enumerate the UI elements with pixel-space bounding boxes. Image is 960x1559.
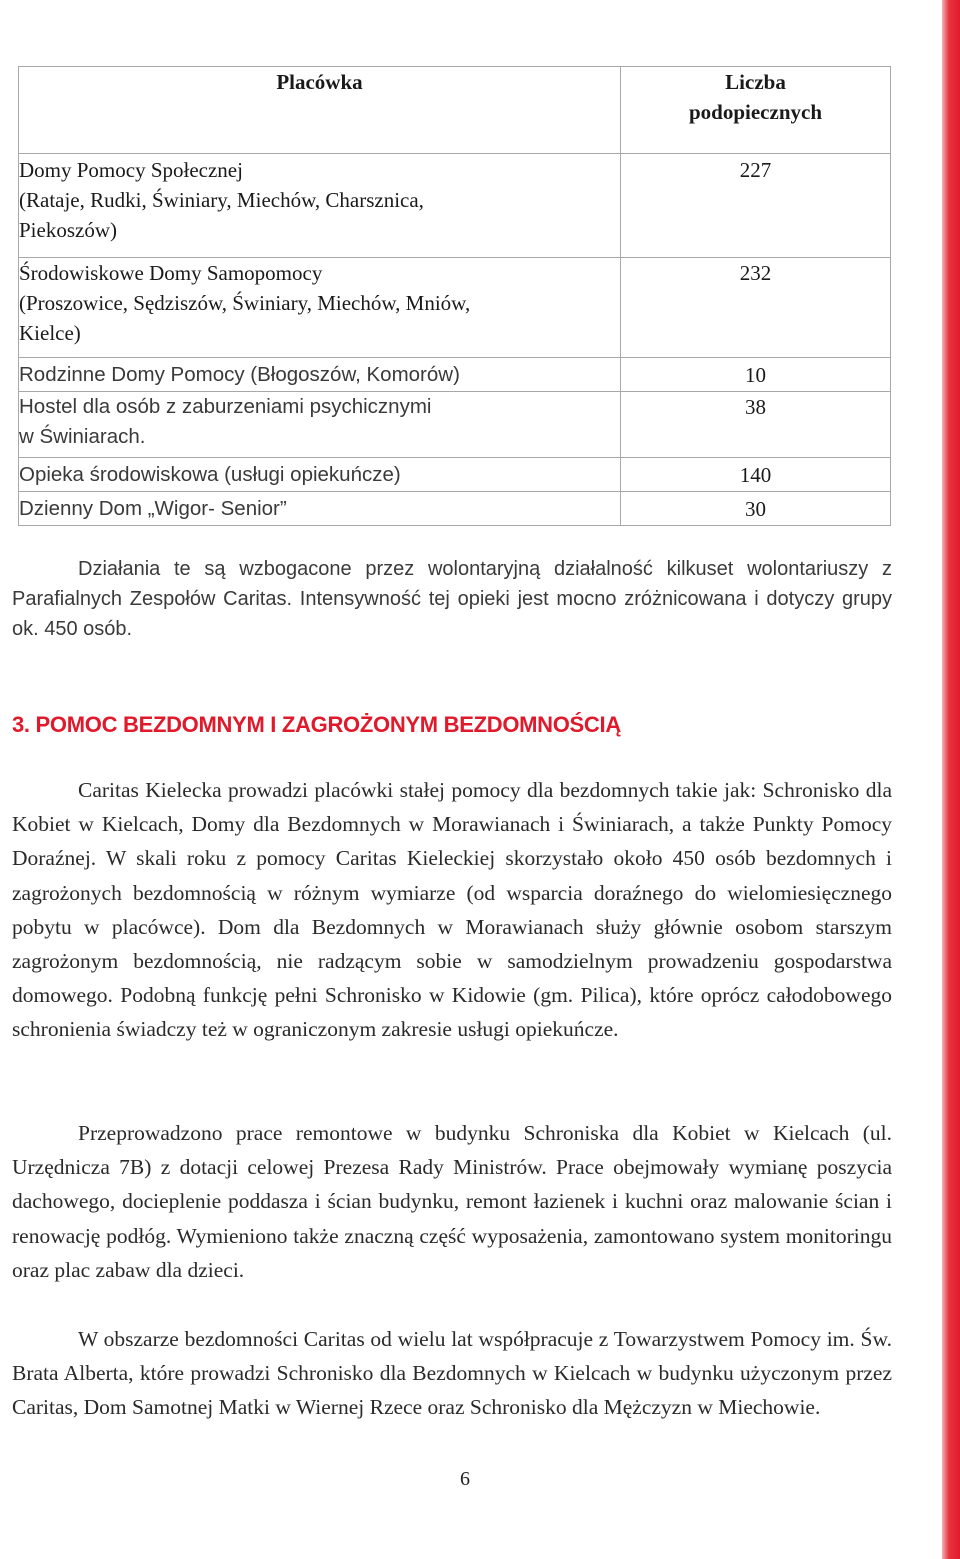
header-count: Liczba podopiecznych bbox=[621, 67, 891, 154]
table-row bbox=[19, 458, 891, 492]
facility-count: 227 bbox=[621, 154, 891, 258]
page-number: 6 bbox=[460, 1468, 470, 1490]
section-heading: 3. POMOC BEZDOMNYM I ZAGROŻONYM BEZDOMNOŚCIĄ bbox=[12, 712, 621, 737]
facility-name: Dzienny Dom „Wigor- Senior” bbox=[19, 492, 621, 526]
table-header-row bbox=[19, 67, 891, 154]
body-paragraph: Caritas Kielecka prowadzi placówki stałej pomocy dla bezdomnych takie jak: Schronisko dla Kobiet w Kielcach, Domy dla Bezdomnych w Morawianach i Świniarach, a także Punkty Pomocy Doraźnej. W skali roku z pomocy Caritas Kieleckiej skorzystało około 450 osób bezdomnych i zagrożonych bezdomnością w różnym wymiarze (od wsparcia doraźnego do wielomiesięcznego pobytu w placówce). Dom dla Bezdomnych w Morawianach służy głównie osobom starszym zagrożonym bezdomnością, nie radzącym sobie w samodzielnym prowadzeniu gospodarstwa domowego. Podobną funkcję pełni Schronisko w Kidowie (gm. Pilica), które oprócz całodobowego schronienia świadczy też w ograniczonym zakresie usługi opiekuńcze. bbox=[12, 778, 892, 1042]
facility-name: Domy Pomocy Społecznej (Rataje, Rudki, Świniary, Miechów, Charsznica, Piekoszów) bbox=[19, 154, 621, 258]
table-row bbox=[19, 258, 891, 358]
intro-paragraph: Działania te są wzbogacone przez wolontaryjną działalność kilkuset wolontariuszy z Parafialnych Zespołów Caritas. Intensywność tej opieki jest mocno zróżnicowana i dotyczy grupy ok. 450 osób. bbox=[12, 558, 892, 640]
table-row bbox=[19, 358, 891, 392]
facility-count: 38 bbox=[621, 392, 891, 458]
facility-name: Rodzinne Domy Pomocy (Błogoszów, Komorów) bbox=[19, 358, 621, 392]
facility-count: 140 bbox=[621, 458, 891, 492]
facilities-table bbox=[18, 66, 891, 526]
body-paragraph: W obszarze bezdomności Caritas od wielu lat współpracuje z Towarzystwem Pomocy im. Św. Brata Alberta, które prowadzi Schronisko dla Bezdomnych w Kielcach w budynku użyczonym przez Caritas, Dom Samotnej Matki w Wiernej Rzece oraz Schronisko dla Mężczyzn w Miechowie. bbox=[12, 1327, 892, 1420]
body-paragraph: Przeprowadzono prace remontowe w budynku Schroniska dla Kobiet w Kielcach (ul. Urzędnicza 7B) z dotacji celowej Prezesa Rady Ministrów. Prace obejmowały wymianę poszycia dachowego, docieplenie poddasza i ścian budynku, remont łazienek i kuchni oraz malowanie ścian i renowację podłóg. Wymieniono także znaczną część wyposażenia, zamontowano system monitoringu oraz plac zabaw dla dzieci. bbox=[12, 1121, 892, 1282]
table-row bbox=[19, 154, 891, 258]
facility-name: Hostel dla osób z zaburzeniami psychicznymi w Świniarach. bbox=[19, 392, 621, 458]
facility-name: Opieka środowiskowa (usługi opiekuńcze) bbox=[19, 458, 621, 492]
facility-count: 232 bbox=[621, 258, 891, 358]
page-edge-red-bar bbox=[942, 0, 960, 1559]
facility-count: 10 bbox=[621, 358, 891, 392]
header-facility: Placówka bbox=[19, 67, 621, 154]
table-row bbox=[19, 392, 891, 458]
facility-name: Środowiskowe Domy Samopomocy (Proszowice, Sędziszów, Świniary, Miechów, Mniów, Kielce) bbox=[19, 258, 621, 358]
facility-count: 30 bbox=[621, 492, 891, 526]
table-row bbox=[19, 492, 891, 526]
